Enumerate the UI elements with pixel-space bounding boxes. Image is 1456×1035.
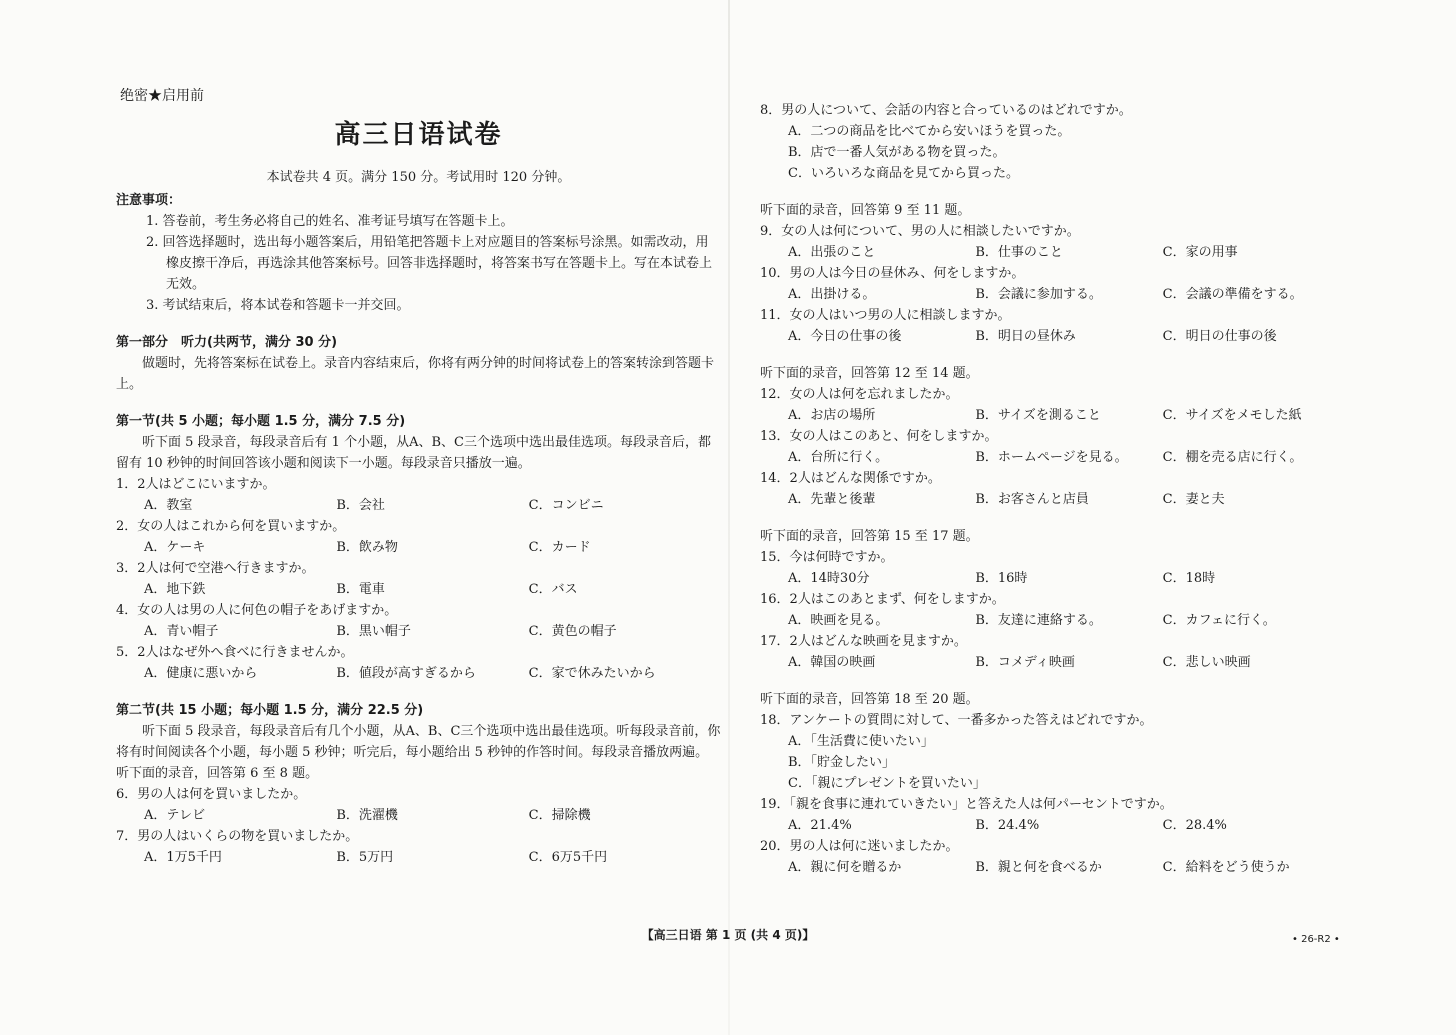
- question-6: 6．男の人は何を買いましたか。: [116, 787, 307, 802]
- option-c: C．コンビニ: [528, 498, 604, 513]
- option-c: C．いろいろな商品を見てから買った。: [788, 166, 1019, 181]
- question-18: 18．アンケートの質問に対して、一番多かった答えはどれですか。: [760, 713, 1153, 728]
- option-b: B．16時: [975, 571, 1028, 586]
- options-9: [760, 242, 1350, 263]
- confidential-stamp: 绝密★启用前: [120, 88, 204, 104]
- question-19: 19．「親を食事に連れていきたい」と答えた人は何パーセントですか。: [760, 797, 1173, 812]
- section2-desc: 听下面 5 段录音，每段录音后有几个小题，从A、B、C三个选项中选出最佳选项。听每段录音前，你将有时间阅读各个小题，每小题 5 秒钟；听完后，每小题给出 5 秒钟的作答时间。每段录音播放两遍。: [116, 724, 721, 760]
- option-b: B．電車: [336, 582, 385, 597]
- question-15: 15．今は何時ですか。: [760, 550, 894, 565]
- question-17: 17．2人はどんな映画を見ますか。: [760, 634, 967, 649]
- options-15: [760, 568, 1350, 589]
- options-17: [760, 652, 1350, 673]
- option-b: B．仕事のこと: [975, 245, 1063, 260]
- option-a: A．映画を見る。: [788, 613, 889, 628]
- question-10: 10．男の人は今日の昼休み、何をしますか。: [760, 266, 1025, 281]
- question-16: 16．2人はこのあとまず、何をしますか。: [760, 592, 1005, 607]
- option-a: A．台所に行く。: [788, 450, 889, 465]
- option-b: B．店で一番人気がある物を買った。: [788, 145, 1006, 160]
- option-b: B．洗濯機: [336, 808, 398, 823]
- option-c: C．「親にプレゼントを買いたい」: [788, 776, 986, 791]
- notice-item: 1. 答卷前，考生务必将自己的姓名、准考证号填写在答题卡上。: [146, 214, 514, 229]
- question-7: 7．男の人はいくらの物を買いましたか。: [116, 829, 359, 844]
- option-a: A．地下鉄: [144, 582, 206, 597]
- option-c: C．バス: [528, 582, 578, 597]
- options-7: [116, 847, 721, 868]
- exam-title: 高三日语试卷: [334, 120, 503, 150]
- option-a: A．テレビ: [144, 808, 206, 823]
- option-b: B．値段が高すぎるから: [336, 666, 476, 681]
- group-label: 听下面的录音，回答第 9 至 11 题。: [760, 203, 971, 218]
- notice-item: 2. 回答选择题时，选出每小题答案后，用铅笔把答题卡上对应题目的答案标号涂黑。如需改动，用橡皮擦干净后，再选涂其他答案标号。回答非选择题时，将答案书写在答题卡上。写在本试卷上无效。: [146, 235, 713, 292]
- group-label: 听下面的录音，回答第 18 至 20 题。: [760, 692, 979, 707]
- section1-desc: 听下面 5 段录音，每段录音后有 1 个小题，从A、B、C三个选项中选出最佳选项。每段录音后，都留有 10 秒钟的时间回答该小题和阅读下一小题。每段录音只播放一遍。: [116, 435, 711, 471]
- option-c: C．家で休みたいから: [528, 666, 656, 681]
- question-14: 14．2人はどんな関係ですか。: [760, 471, 941, 486]
- section1-heading: 第一节(共 5 小题；每小题 1.5 分，满分 7.5 分): [116, 414, 406, 429]
- option-c: C．黄色の帽子: [528, 624, 617, 639]
- question-2: 2．女の人はこれから何を買いますか。: [116, 519, 346, 534]
- option-a: A．二つの商品を比べてから安いほうを買った。: [788, 124, 1071, 139]
- part1-desc: 做题时，先将答案标在试卷上。录音内容结束后，你将有两分钟的时间将试卷上的答案转涂到答题卡上。: [116, 356, 715, 392]
- part1-heading: 第一部分 听力(共两节，满分 30 分): [116, 335, 338, 350]
- notice-item: 3. 考试结束后，将本试卷和答题卡一并交回。: [146, 298, 410, 313]
- option-a: A．青い帽子: [144, 624, 219, 639]
- option-a: A．14時30分: [788, 571, 870, 586]
- option-b: B．飲み物: [336, 540, 398, 555]
- option-c: C．サイズをメモした紙: [1162, 408, 1302, 423]
- option-c: C．カフェに行く。: [1162, 613, 1276, 628]
- question-4: 4．女の人は男の人に何色の帽子をあげますか。: [116, 603, 398, 618]
- options-13: [760, 447, 1350, 468]
- options-16: [760, 610, 1350, 631]
- option-b: B．5万円: [336, 850, 394, 865]
- option-a: A．お店の場所: [788, 408, 876, 423]
- option-c: C．会議の準備をする。: [1162, 287, 1303, 302]
- section2-heading: 第二节(共 15 小题；每小题 1.5 分，满分 22.5 分): [116, 703, 424, 718]
- option-b: B．黒い帽子: [336, 624, 411, 639]
- option-b: B．「貯金したい」: [788, 755, 896, 770]
- options-20: [760, 857, 1350, 878]
- group-label: 听下面的录音，回答第 12 至 14 题。: [760, 366, 979, 381]
- option-c: C．28.4%: [1162, 818, 1227, 833]
- option-c: C．棚を売る店に行く。: [1162, 450, 1303, 465]
- options-5: [116, 663, 721, 684]
- option-b: B．ホームページを見る。: [975, 450, 1128, 465]
- option-c: C．6万5千円: [528, 850, 608, 865]
- option-b: B．友達に連絡する。: [975, 613, 1102, 628]
- left-column: [116, 86, 721, 868]
- options-14: [760, 489, 1350, 510]
- group-label: 听下面的录音，回答第 15 至 17 题。: [760, 529, 979, 544]
- option-a: A．親に何を贈るか: [788, 860, 902, 875]
- option-a: A．教室: [144, 498, 193, 513]
- question-12: 12．女の人は何を忘れましたか。: [760, 387, 959, 402]
- option-b: B．コメディ映画: [975, 655, 1075, 670]
- options-3: [116, 579, 721, 600]
- question-5: 5．2人はなぜ外へ食べに行きませんか。: [116, 645, 354, 660]
- options-19: [760, 815, 1350, 836]
- option-a: A．今日の仕事の後: [788, 329, 902, 344]
- options-12: [760, 405, 1350, 426]
- paper-code: • 26-R2 •: [1292, 934, 1340, 945]
- option-b: B．親と何を食べるか: [975, 860, 1102, 875]
- option-c: C．悲しい映画: [1162, 655, 1251, 670]
- option-c: C．18時: [1162, 571, 1216, 586]
- option-a: A．21.4%: [788, 818, 852, 833]
- group-label: 听下面的录音，回答第 6 至 8 题。: [116, 766, 319, 781]
- option-b: B．会社: [336, 498, 385, 513]
- question-1: 1．2人はどこにいますか。: [116, 477, 276, 492]
- notice-title: 注意事项：: [116, 193, 182, 208]
- option-a: A．出掛ける。: [788, 287, 876, 302]
- options-1: [116, 495, 721, 516]
- exam-intro: 本试卷共 4 页。满分 150 分。考试用时 120 分钟。: [266, 170, 571, 185]
- option-b: B．会議に参加する。: [975, 287, 1102, 302]
- options-6: [116, 805, 721, 826]
- question-11: 11．女の人はいつ男の人に相談しますか。: [760, 308, 1011, 323]
- option-c: C．明日の仕事の後: [1162, 329, 1277, 344]
- option-a: A．出張のこと: [788, 245, 876, 260]
- option-c: C．家の用事: [1162, 245, 1238, 260]
- option-c: C．妻と夫: [1162, 492, 1225, 507]
- question-3: 3．2人は何で空港へ行きますか。: [116, 561, 315, 576]
- option-a: A．1万5千円: [144, 850, 222, 865]
- question-20: 20．男の人は何に迷いましたか。: [760, 839, 959, 854]
- options-10: [760, 284, 1350, 305]
- option-c: C．カード: [528, 540, 591, 555]
- option-b: B．24.4%: [975, 818, 1040, 833]
- question-8: 8．男の人について、会話の内容と合っているのはどれですか。: [760, 103, 1132, 118]
- option-c: C．給料をどう使うか: [1162, 860, 1290, 875]
- question-13: 13．女の人はこのあと、何をしますか。: [760, 429, 998, 444]
- option-a: A．先輩と後輩: [788, 492, 876, 507]
- page-fold: [728, 0, 730, 1035]
- option-a: A．「生活費に使いたい」: [788, 734, 934, 749]
- option-a: A．健康に悪いから: [144, 666, 258, 681]
- option-c: C．掃除機: [528, 808, 591, 823]
- options-4: [116, 621, 721, 642]
- right-column: [760, 100, 1350, 878]
- option-b: B．サイズを測ること: [975, 408, 1101, 423]
- options-11: [760, 326, 1350, 347]
- options-2: [116, 537, 721, 558]
- option-a: A．韓国の映画: [788, 655, 876, 670]
- question-9: 9．女の人は何について、男の人に相談したいですか。: [760, 224, 1080, 239]
- option-b: B．明日の昼休み: [975, 329, 1076, 344]
- page-footer: 【高三日语 第 1 页 (共 4 页)】: [641, 928, 815, 942]
- option-b: B．お客さんと店員: [975, 492, 1089, 507]
- option-a: A．ケーキ: [144, 540, 206, 555]
